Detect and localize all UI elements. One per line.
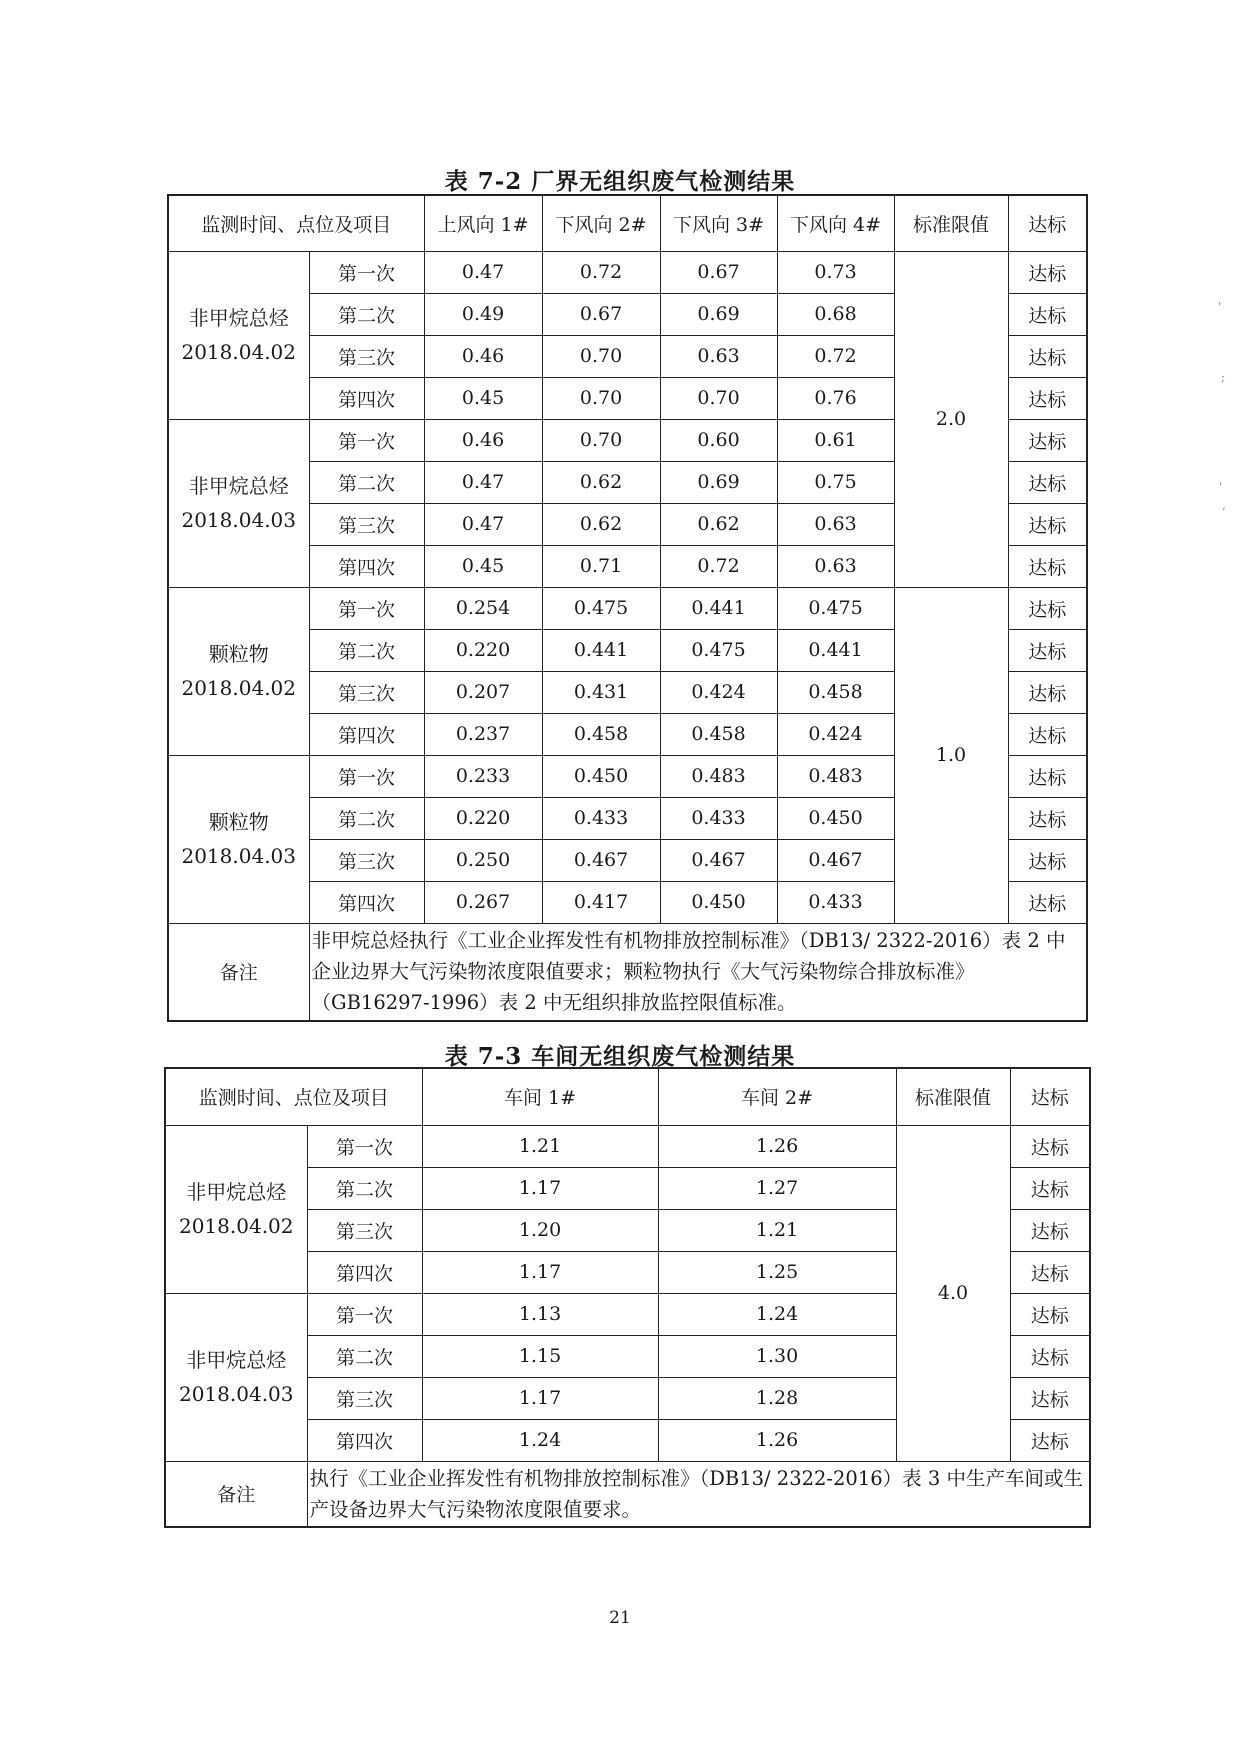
column-header: 下风向 2# (542, 195, 660, 251)
item-name: 非甲烷总烃 (186, 1348, 287, 1372)
value-cell: 0.467 (660, 839, 777, 881)
value-cell: 1.17 (422, 1167, 658, 1209)
time-cell: 第二次 (309, 797, 424, 839)
value-cell: 0.63 (660, 335, 777, 377)
group-label-cell (168, 419, 309, 587)
value-cell: 0.62 (542, 503, 660, 545)
result-cell: 达标 (1010, 1209, 1090, 1251)
result-cell: 达标 (1008, 503, 1087, 545)
value-cell: 0.76 (777, 377, 894, 419)
time-cell: 第三次 (309, 839, 424, 881)
result-cell: 达标 (1010, 1419, 1090, 1461)
column-header: 下风向 4# (777, 195, 894, 251)
value-cell: 0.47 (424, 461, 542, 503)
value-cell: 0.46 (424, 335, 542, 377)
value-cell: 0.69 (660, 461, 777, 503)
value-cell: 0.417 (542, 881, 660, 923)
result-cell: 达标 (1008, 839, 1087, 881)
value-cell: 0.207 (424, 671, 542, 713)
table-7-2 (167, 194, 1088, 1022)
value-cell: 1.24 (658, 1293, 896, 1335)
value-cell: 0.450 (660, 881, 777, 923)
scan-mark: , (1222, 498, 1226, 512)
value-cell: 0.49 (424, 293, 542, 335)
value-cell: 0.67 (542, 293, 660, 335)
note-text: 非甲烷总烃执行《工业企业挥发性有机物排放控制标准》（DB13/ 2322-2016）表 2 中企业边界大气污染物浓度限值要求；颗粒物执行《大气污染物综合排放标准》（GB16297-1996）表 2 中无组织排放监控限值标准。 (309, 923, 1087, 1021)
item-date: 2018.04.02 (181, 676, 296, 700)
group-label-cell (168, 587, 309, 755)
page-number: 21 (609, 1608, 631, 1628)
column-header: 上风向 1# (424, 195, 542, 251)
time-cell: 第四次 (307, 1251, 422, 1293)
value-cell: 0.424 (777, 713, 894, 755)
column-header: 下风向 3# (660, 195, 777, 251)
value-cell: 1.13 (422, 1293, 658, 1335)
value-cell: 0.475 (660, 629, 777, 671)
group-label-cell (165, 1125, 307, 1293)
value-cell: 0.237 (424, 713, 542, 755)
value-cell: 0.254 (424, 587, 542, 629)
time-cell: 第一次 (309, 587, 424, 629)
time-cell: 第三次 (307, 1209, 422, 1251)
value-cell: 0.431 (542, 671, 660, 713)
time-cell: 第四次 (307, 1419, 422, 1461)
scan-mark: ; (1221, 370, 1226, 384)
group-label-cell (168, 755, 309, 923)
result-cell: 达标 (1010, 1335, 1090, 1377)
item-date: 2018.04.02 (178, 1214, 294, 1238)
result-cell: 达标 (1008, 251, 1087, 293)
time-cell: 第二次 (307, 1335, 422, 1377)
time-cell: 第一次 (309, 251, 424, 293)
value-cell: 0.72 (777, 335, 894, 377)
item-date: 2018.04.03 (181, 508, 296, 532)
result-cell: 达标 (1008, 671, 1087, 713)
value-cell: 0.70 (542, 377, 660, 419)
time-cell: 第四次 (309, 377, 424, 419)
standard-limit-cell: 1.0 (894, 587, 1008, 923)
column-header: 监测时间、点位及项目 (165, 1068, 422, 1125)
value-cell: 0.69 (660, 293, 777, 335)
column-header: 达标 (1008, 195, 1087, 251)
result-cell: 达标 (1008, 293, 1087, 335)
time-cell: 第二次 (309, 461, 424, 503)
time-cell: 第一次 (309, 419, 424, 461)
value-cell: 0.458 (542, 713, 660, 755)
value-cell: 0.441 (777, 629, 894, 671)
table-row (168, 251, 1087, 293)
note-text: 执行《工业企业挥发性有机物排放控制标准》（DB13/ 2322-2016）表 3 中生产车间或生产设备边界大气污染物浓度限值要求。 (307, 1461, 1090, 1527)
value-cell: 1.25 (658, 1251, 896, 1293)
value-cell: 0.47 (424, 251, 542, 293)
header-row (168, 195, 1087, 251)
value-cell: 0.61 (777, 419, 894, 461)
value-cell: 0.450 (777, 797, 894, 839)
note-label: 备注 (165, 1461, 307, 1527)
value-cell: 0.441 (542, 629, 660, 671)
value-cell: 0.70 (542, 335, 660, 377)
value-cell: 0.483 (777, 755, 894, 797)
value-cell: 0.433 (542, 797, 660, 839)
value-cell: 1.30 (658, 1335, 896, 1377)
value-cell: 0.45 (424, 377, 542, 419)
value-cell: 0.47 (424, 503, 542, 545)
value-cell: 0.424 (660, 671, 777, 713)
result-cell: 达标 (1008, 587, 1087, 629)
result-cell: 达标 (1010, 1377, 1090, 1419)
value-cell: 0.433 (660, 797, 777, 839)
value-cell: 0.458 (660, 713, 777, 755)
result-cell: 达标 (1008, 545, 1087, 587)
time-cell: 第三次 (309, 671, 424, 713)
result-cell: 达标 (1008, 881, 1087, 923)
item-name: 非甲烷总烃 (188, 306, 289, 330)
column-header: 标准限值 (894, 195, 1008, 251)
value-cell: 0.441 (660, 587, 777, 629)
value-cell: 0.450 (542, 755, 660, 797)
table-row (168, 587, 1087, 629)
value-cell: 0.458 (777, 671, 894, 713)
item-date: 2018.04.03 (178, 1382, 294, 1406)
value-cell: 1.24 (422, 1419, 658, 1461)
value-cell: 1.27 (658, 1167, 896, 1209)
table-7-3-caption: 表 7-3 车间无组织废气检测结果 (444, 1043, 796, 1070)
value-cell: 0.73 (777, 251, 894, 293)
value-cell: 1.26 (658, 1125, 896, 1167)
item-name: 非甲烷总烃 (186, 1180, 287, 1204)
value-cell: 0.467 (542, 839, 660, 881)
time-cell: 第四次 (309, 713, 424, 755)
value-cell: 0.68 (777, 293, 894, 335)
value-cell: 0.67 (660, 251, 777, 293)
time-cell: 第四次 (309, 881, 424, 923)
time-cell: 第一次 (309, 755, 424, 797)
note-label: 备注 (168, 923, 309, 1021)
value-cell: 0.233 (424, 755, 542, 797)
value-cell: 0.70 (542, 419, 660, 461)
value-cell: 0.475 (777, 587, 894, 629)
time-cell: 第一次 (307, 1293, 422, 1335)
value-cell: 1.26 (658, 1419, 896, 1461)
item-name: 颗粒物 (208, 810, 269, 834)
value-cell: 0.63 (777, 503, 894, 545)
value-cell: 0.63 (777, 545, 894, 587)
note-row (165, 1461, 1090, 1527)
value-cell: 0.250 (424, 839, 542, 881)
value-cell: 1.21 (422, 1125, 658, 1167)
item-date: 2018.04.03 (181, 844, 296, 868)
value-cell: 0.220 (424, 629, 542, 671)
value-cell: 1.17 (422, 1251, 658, 1293)
column-header: 达标 (1010, 1068, 1090, 1125)
value-cell: 1.20 (422, 1209, 658, 1251)
column-header: 车间 1# (422, 1068, 658, 1125)
time-cell: 第三次 (309, 503, 424, 545)
value-cell: 0.60 (660, 419, 777, 461)
time-cell: 第二次 (309, 293, 424, 335)
value-cell: 0.70 (660, 377, 777, 419)
time-cell: 第三次 (307, 1377, 422, 1419)
value-cell: 0.267 (424, 881, 542, 923)
table-7-2-caption: 表 7-2 厂界无组织废气检测结果 (444, 168, 796, 195)
value-cell: 0.62 (542, 461, 660, 503)
value-cell: 0.75 (777, 461, 894, 503)
value-cell: 0.62 (660, 503, 777, 545)
time-cell: 第四次 (309, 545, 424, 587)
header-row (165, 1068, 1090, 1125)
result-cell: 达标 (1008, 797, 1087, 839)
table-row (165, 1125, 1090, 1167)
item-name: 颗粒物 (208, 642, 269, 666)
result-cell: 达标 (1008, 419, 1087, 461)
result-cell: 达标 (1010, 1293, 1090, 1335)
value-cell: 1.28 (658, 1377, 896, 1419)
standard-limit-cell: 2.0 (894, 251, 1008, 587)
value-cell: 0.45 (424, 545, 542, 587)
scan-mark: ' (1218, 300, 1222, 314)
group-label-cell (165, 1293, 307, 1461)
column-header: 标准限值 (896, 1068, 1010, 1125)
value-cell: 0.475 (542, 587, 660, 629)
result-cell: 达标 (1008, 461, 1087, 503)
value-cell: 0.467 (777, 839, 894, 881)
column-header: 监测时间、点位及项目 (168, 195, 424, 251)
value-cell: 0.72 (660, 545, 777, 587)
scan-mark: ' (1219, 480, 1223, 494)
time-cell: 第三次 (309, 335, 424, 377)
value-cell: 0.483 (660, 755, 777, 797)
time-cell: 第二次 (307, 1167, 422, 1209)
table-7-3 (164, 1067, 1091, 1528)
column-header: 车间 2# (658, 1068, 896, 1125)
result-cell: 达标 (1008, 629, 1087, 671)
result-cell: 达标 (1008, 377, 1087, 419)
result-cell: 达标 (1010, 1125, 1090, 1167)
value-cell: 1.21 (658, 1209, 896, 1251)
item-name: 非甲烷总烃 (188, 474, 289, 498)
value-cell: 0.46 (424, 419, 542, 461)
time-cell: 第二次 (309, 629, 424, 671)
result-cell: 达标 (1010, 1167, 1090, 1209)
value-cell: 0.71 (542, 545, 660, 587)
result-cell: 达标 (1010, 1251, 1090, 1293)
value-cell: 0.433 (777, 881, 894, 923)
result-cell: 达标 (1008, 713, 1087, 755)
value-cell: 0.72 (542, 251, 660, 293)
item-date: 2018.04.02 (181, 340, 296, 364)
note-row (168, 923, 1087, 1021)
value-cell: 1.15 (422, 1335, 658, 1377)
value-cell: 0.220 (424, 797, 542, 839)
time-cell: 第一次 (307, 1125, 422, 1167)
result-cell: 达标 (1008, 335, 1087, 377)
value-cell: 1.17 (422, 1377, 658, 1419)
group-label-cell (168, 251, 309, 419)
result-cell: 达标 (1008, 755, 1087, 797)
standard-limit-cell: 4.0 (896, 1125, 1010, 1461)
